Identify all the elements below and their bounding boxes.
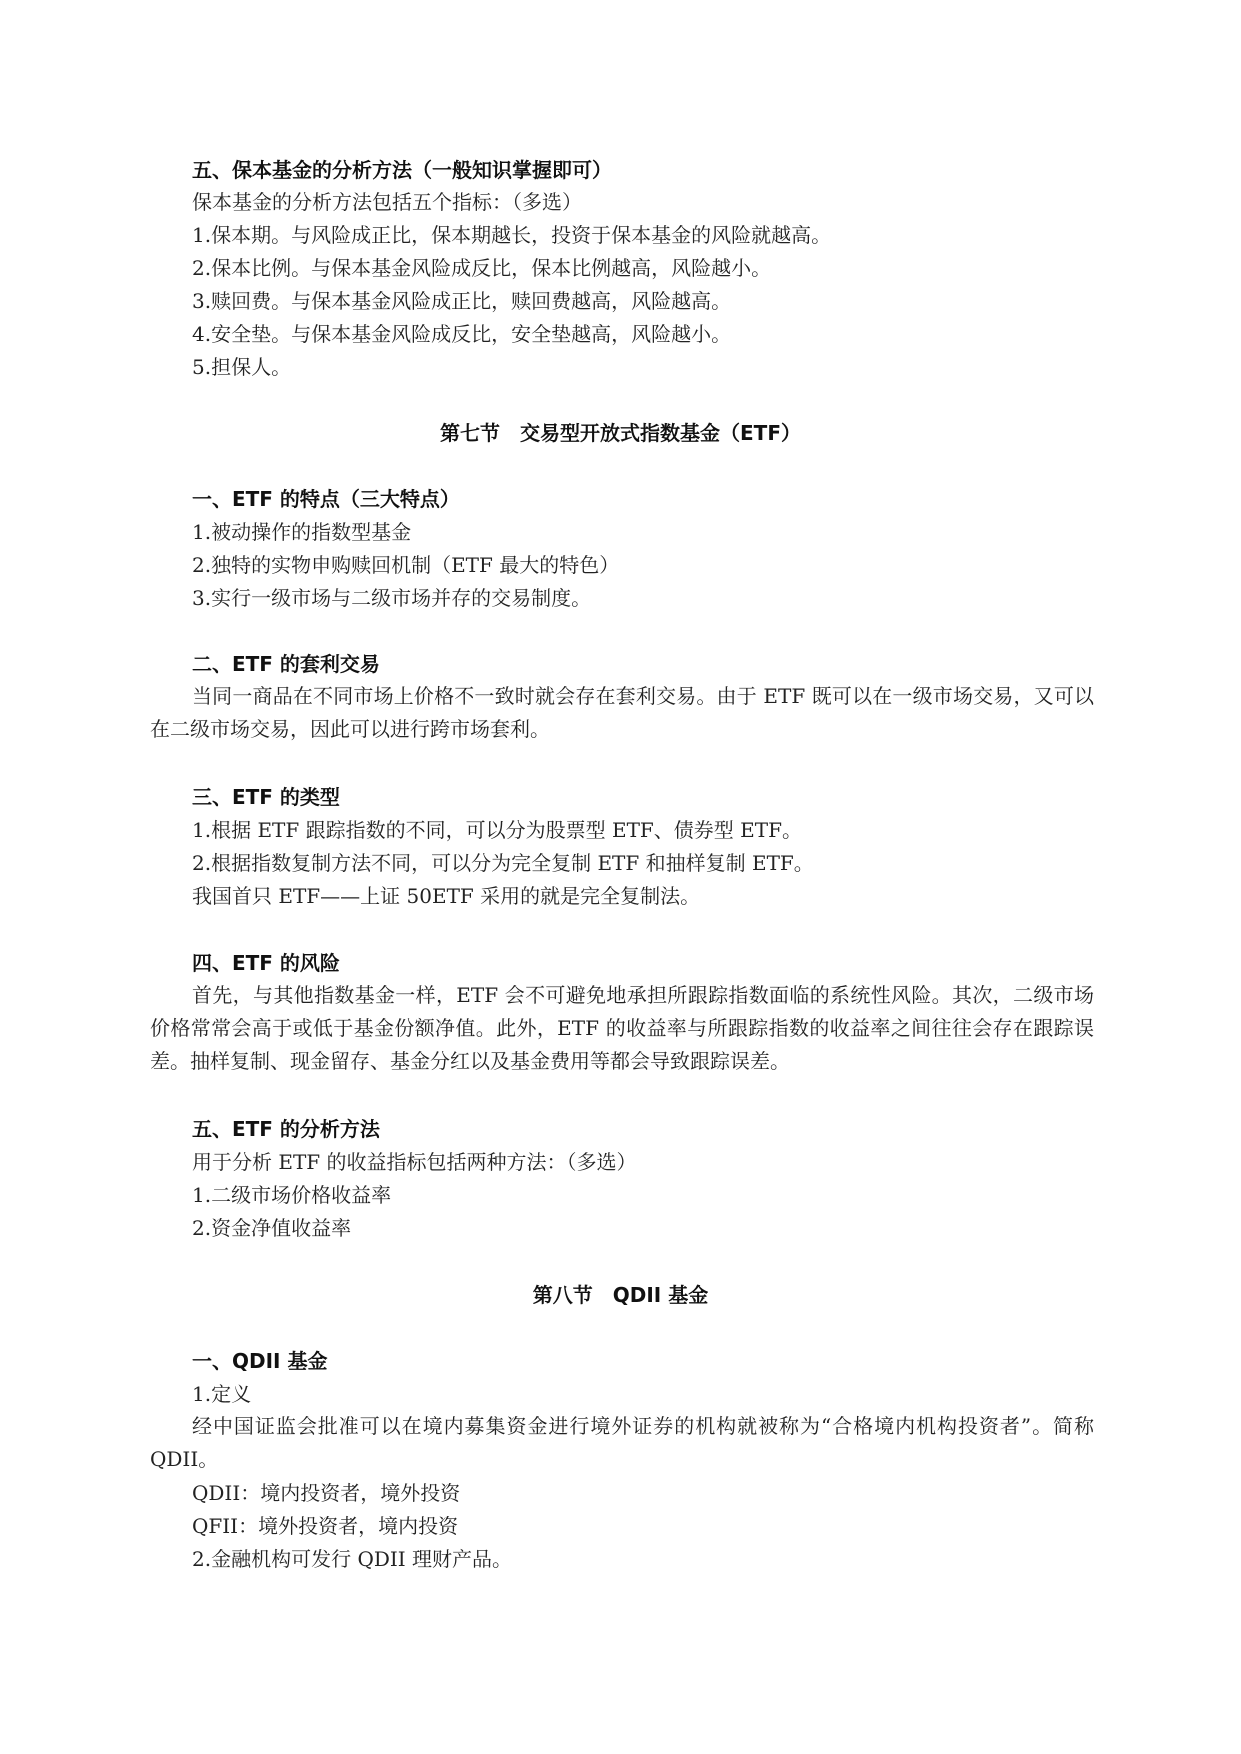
list-item: 2.独特的实物申购赎回机制（ETF 最大的特色） <box>192 553 620 577</box>
section-heading: 一、QDII 基金 <box>192 1349 328 1373</box>
list-item: 3.实行一级市场与二级市场并存的交易制度。 <box>192 586 592 610</box>
section-heading: 二、ETF 的套利交易 <box>192 652 380 676</box>
section-heading: 三、ETF 的类型 <box>192 785 340 809</box>
list-item: QDII：境内投资者，境外投资 <box>192 1481 461 1505</box>
list-item: 2.根据指数复制方法不同，可以分为完全复制 ETF 和抽样复制 ETF。 <box>192 851 814 875</box>
list-item: QFII：境外投资者，境内投资 <box>192 1514 459 1538</box>
section-heading: 五、ETF 的分析方法 <box>192 1117 380 1141</box>
chapter-title: 第七节 交易型开放式指数基金（ETF） <box>440 421 801 445</box>
list-item: 1.被动操作的指数型基金 <box>192 520 412 544</box>
paragraph: 当同一商品在不同市场上价格不一致时就会存在套利交易。由于 ETF 既可以在一级市场交易，又可以在二级市场交易，因此可以进行跨市场套利。 <box>150 684 1094 741</box>
list-item: 2.保本比例。与保本基金风险成反比，保本比例越高，风险越小。 <box>192 256 772 280</box>
list-item: 1.二级市场价格收益率 <box>192 1183 392 1207</box>
paragraph: 保本基金的分析方法包括五个指标：（多选） <box>192 190 582 214</box>
section-heading: 四、ETF 的风险 <box>192 951 340 975</box>
list-item: 3.赎回费。与保本基金风险成正比，赎回费越高，风险越高。 <box>192 289 732 313</box>
chapter-title: 第八节 QDII 基金 <box>532 1283 709 1307</box>
paragraph: 首先，与其他指数基金一样，ETF 会不可避免地承担所跟踪指数面临的系统性风险。其次，二级市场价格常常会高于或低于基金份额净值。此外，ETF 的收益率与所跟踪指数的收益率之间往往会存在跟踪误差。抽样复制、现金留存、基金分红以及基金费用等都会导致跟踪误差。 <box>150 983 1094 1073</box>
section-heading: 五、保本基金的分析方法（一般知识掌握即可） <box>192 158 612 182</box>
list-item: 5.担保人。 <box>192 355 292 379</box>
list-item: 1.根据 ETF 跟踪指数的不同，可以分为股票型 ETF、债券型 ETF。 <box>192 818 802 842</box>
paragraph: 经中国证监会批准可以在境内募集资金进行境外证券的机构就被称为“合格境内机构投资者”。简称 QDII。 <box>150 1414 1094 1471</box>
paragraph: 我国首只 ETF——上证 50ETF 采用的就是完全复制法。 <box>192 884 701 908</box>
list-item: 4.安全垫。与保本基金风险成反比，安全垫越高，风险越小。 <box>192 322 732 346</box>
list-item: 2.金融机构可发行 QDII 理财产品。 <box>192 1547 513 1571</box>
sub-heading: 1.定义 <box>192 1382 252 1406</box>
list-item: 2.资金净值收益率 <box>192 1216 352 1240</box>
paragraph: 用于分析 ETF 的收益指标包括两种方法：（多选） <box>192 1150 637 1174</box>
list-item: 1.保本期。与风险成正比，保本期越长，投资于保本基金的风险就越高。 <box>192 223 832 247</box>
section-heading: 一、ETF 的特点（三大特点） <box>192 487 460 511</box>
